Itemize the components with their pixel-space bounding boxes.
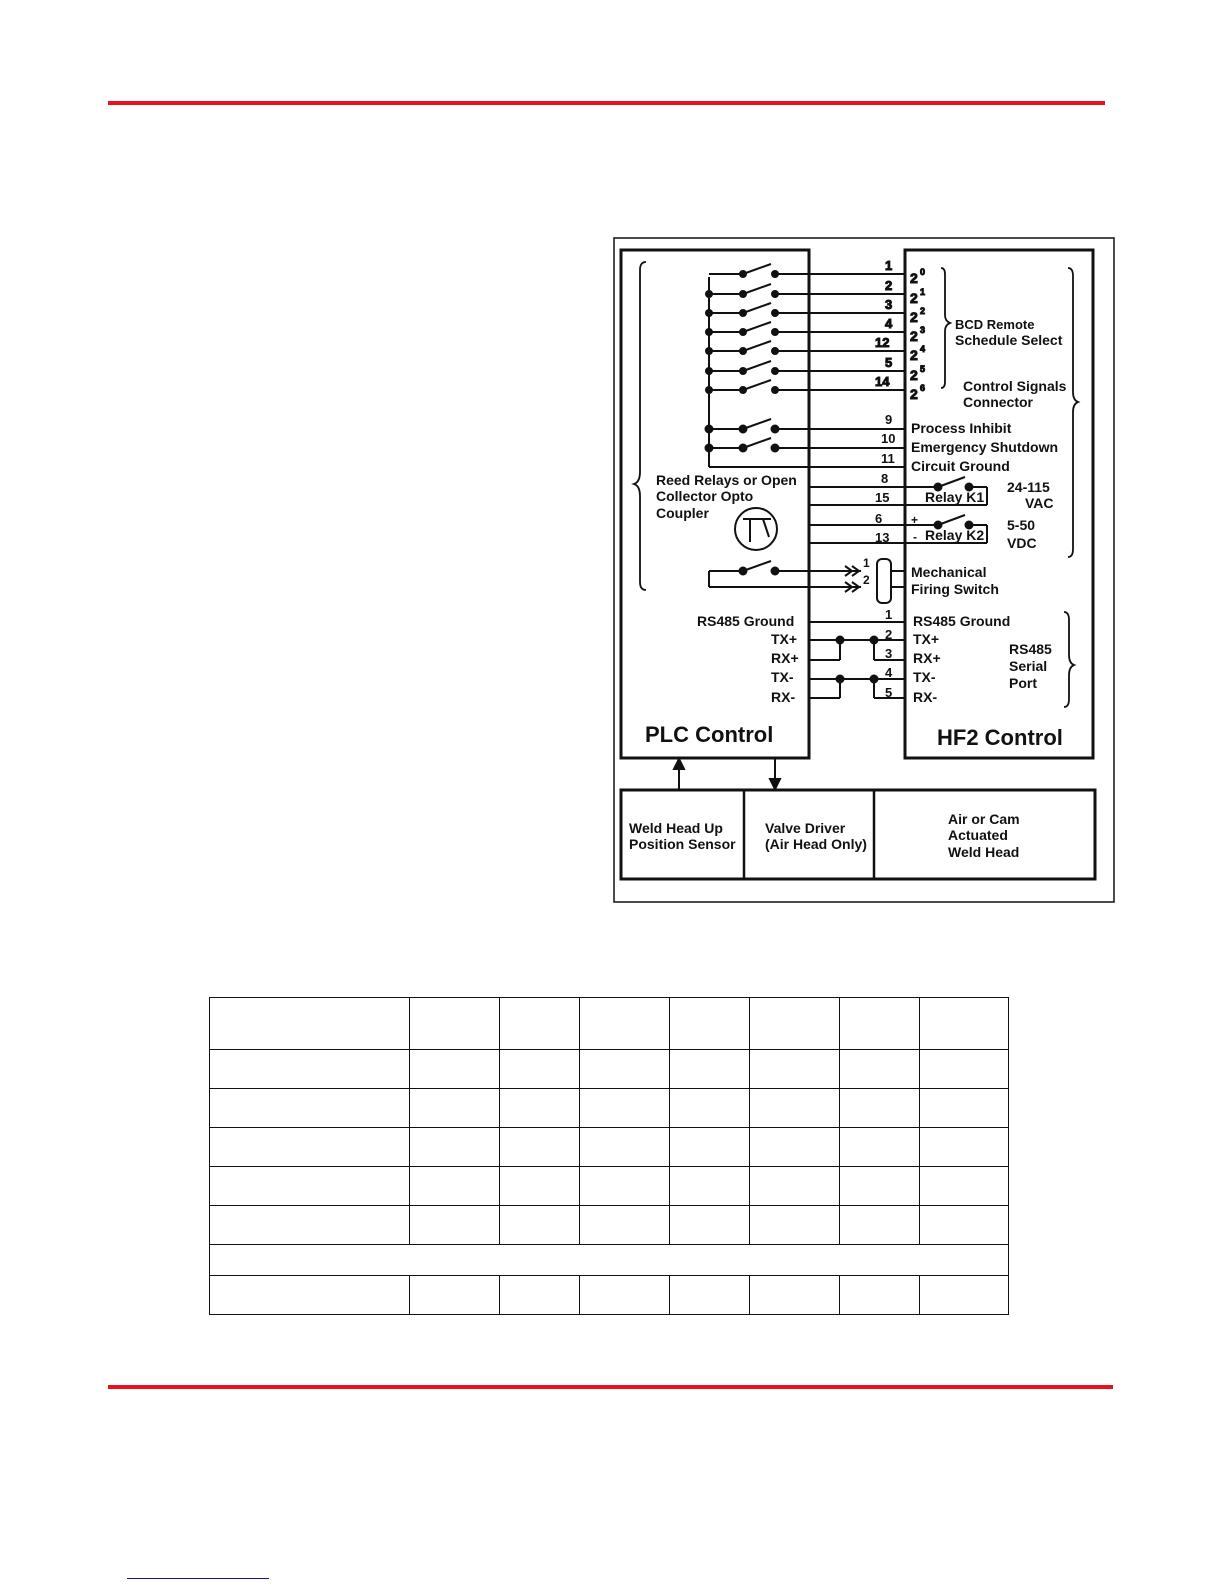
bcd-bit-label: 2 [910, 328, 918, 344]
bcd-pin: 4 [885, 316, 893, 331]
bcd-bit-label: 2 [910, 367, 918, 383]
table-cell [500, 1089, 580, 1128]
relay-k2-label: Relay K2 [925, 527, 985, 543]
table-cell [920, 1128, 1009, 1167]
table-cell [670, 998, 750, 1050]
table-cell [840, 1050, 920, 1089]
valve-label-2: (Air Head Only) [765, 836, 867, 852]
bcd-bit-label: 2 [910, 270, 918, 286]
hf2-rs485-signal: RX- [913, 689, 938, 705]
relay-k1-supply-2: VAC [1025, 495, 1054, 511]
table-cell [920, 1089, 1009, 1128]
table-cell [840, 998, 920, 1050]
bcd-bit-label: 2 [910, 347, 918, 363]
table-cell [920, 1206, 1009, 1245]
table-row [210, 998, 1009, 1050]
pin-emergency-shutdown: 10 [881, 431, 896, 446]
plc-rs485-signal: TX+ [771, 631, 798, 647]
hf2-rs485-signal: RX+ [913, 650, 941, 666]
pin-circuit-ground: 11 [881, 451, 895, 466]
pin-relay-k1-a: 8 [881, 471, 889, 486]
sensor-label-1: Weld Head Up [629, 820, 723, 836]
rs485-port-label-1: RS485 [1009, 641, 1052, 657]
head-label-2: Actuated [948, 827, 1008, 843]
pin-process-inhibit: 9 [885, 412, 893, 427]
table-cell [670, 1167, 750, 1206]
top-red-rule [108, 101, 1105, 105]
table-cell [920, 1276, 1009, 1315]
table-cell [920, 998, 1009, 1050]
table-row [210, 1206, 1009, 1245]
hf2-rs485-signal: TX+ [913, 631, 940, 647]
hf2-rs485-ground: RS485 Ground [913, 613, 1011, 629]
rs485-port-label-3: Port [1009, 675, 1037, 691]
table-cell [410, 1167, 500, 1206]
table-cell [750, 1128, 840, 1167]
firing-pin-a: 1 [863, 556, 870, 570]
pin-relay-k2-b: 13 [875, 530, 890, 545]
table-row [210, 1050, 1009, 1089]
bcd-bit-label: 2 [910, 386, 918, 402]
table-cell [500, 998, 580, 1050]
table-cell [410, 1128, 500, 1167]
relay-k1-label: Relay K1 [925, 489, 985, 505]
rs485-pin: 2 [885, 627, 893, 642]
rs485-pin: 5 [885, 685, 893, 700]
table-cell [750, 998, 840, 1050]
bcd-pin: 14 [875, 374, 890, 389]
relay-k1-supply-1: 24-115 [1007, 479, 1050, 495]
table-cell [410, 1276, 500, 1315]
rs485-ground-pin: 1 [885, 607, 893, 622]
rs485-pin: 3 [885, 646, 893, 661]
table-cell [670, 1089, 750, 1128]
bcd-bit-label: 2 [910, 290, 918, 306]
wiring-diagram [613, 237, 1115, 903]
valve-label-1: Valve Driver [765, 820, 846, 836]
bcd-pin: 12 [875, 335, 890, 350]
bcd-bit-exponent: 3 [920, 325, 926, 335]
rs485-pin: 4 [885, 665, 893, 680]
reed-label-3: Coupler [656, 505, 709, 521]
table-cell [580, 1128, 670, 1167]
table-cell [670, 1276, 750, 1315]
table-cell [670, 1050, 750, 1089]
table-cell [840, 1128, 920, 1167]
table-cell [410, 1050, 500, 1089]
table-cell [840, 1276, 920, 1315]
bottom-red-rule [108, 1385, 1113, 1389]
table-row [210, 1089, 1009, 1128]
table-cell [750, 1167, 840, 1206]
reed-label-2: Collector Opto [656, 488, 754, 504]
bcd-bit-exponent: 2 [920, 306, 926, 316]
table-cell [210, 1128, 410, 1167]
firing-pin-b: 2 [863, 573, 870, 587]
footer-link-underline[interactable] [127, 1578, 269, 1579]
bcd-pin: 5 [885, 355, 893, 370]
sensor-label-2: Position Sensor [629, 836, 736, 852]
table-cell [210, 1167, 410, 1206]
table-cell [410, 1206, 500, 1245]
plc-rs485-signal: RX- [771, 689, 796, 705]
table-cell [840, 1206, 920, 1245]
table-cell [580, 1167, 670, 1206]
table-cell [580, 998, 670, 1050]
table-cell [580, 1089, 670, 1128]
control-signals-label-2: Connector [963, 394, 1033, 410]
head-label-1: Air or Cam [948, 811, 1020, 827]
table-cell [500, 1167, 580, 1206]
plc-control-title: PLC Control [645, 722, 774, 747]
table-row [210, 1276, 1009, 1315]
table-cell-merged [210, 1245, 1009, 1276]
table-cell [210, 1050, 410, 1089]
table-cell [750, 1050, 840, 1089]
bcd-bit-exponent: 4 [920, 344, 926, 354]
plc-rs485-signal: TX- [771, 669, 794, 685]
emergency-shutdown-label: Emergency Shutdown [911, 439, 1059, 455]
bcd-pin: 1 [885, 258, 893, 273]
table-row [210, 1167, 1009, 1206]
table-cell [500, 1050, 580, 1089]
relay-k2-supply-1: 5-50 [1007, 517, 1036, 533]
table-cell [210, 998, 410, 1050]
bcd-pin: 2 [885, 278, 893, 293]
pin-relay-k2-a: 6 [875, 511, 883, 526]
table-cell [670, 1128, 750, 1167]
table-cell [210, 1089, 410, 1128]
plc-rs485-ground: RS485 Ground [697, 613, 795, 629]
table-cell [920, 1050, 1009, 1089]
bcd-label-2: Schedule Select [955, 332, 1063, 348]
table-cell [580, 1050, 670, 1089]
table-cell [670, 1206, 750, 1245]
table-cell [580, 1206, 670, 1245]
table-cell [840, 1089, 920, 1128]
plc-rs485-signal: RX+ [771, 650, 799, 666]
firing-label-1: Mechanical [911, 564, 987, 580]
table-row [210, 1128, 1009, 1167]
bcd-bit-exponent: 5 [920, 364, 926, 374]
table-cell [750, 1206, 840, 1245]
head-label-3: Weld Head [948, 844, 1020, 860]
table-row [210, 1245, 1009, 1276]
pin-relay-k1-b: 15 [875, 490, 890, 505]
blank-table [209, 997, 1009, 1315]
table-cell [500, 1276, 580, 1315]
bcd-label-1: BCD Remote [955, 317, 1035, 332]
bcd-bit-exponent: 0 [920, 267, 926, 277]
hf2-control-title: HF2 Control [937, 725, 1063, 750]
table-cell [580, 1276, 670, 1315]
control-signals-label-1: Control Signals [963, 378, 1067, 394]
table-cell [410, 998, 500, 1050]
table-cell [840, 1167, 920, 1206]
firing-label-2: Firing Switch [911, 581, 999, 597]
table-cell [500, 1206, 580, 1245]
table-cell [920, 1167, 1009, 1206]
bcd-bit-label: 2 [910, 309, 918, 325]
table-cell [750, 1276, 840, 1315]
bcd-bit-exponent: 6 [920, 383, 926, 393]
hf2-rs485-signal: TX- [913, 669, 936, 685]
relay-k2-minus: - [913, 530, 917, 544]
relay-k2-supply-2: VDC [1007, 535, 1037, 551]
table-cell [210, 1276, 410, 1315]
circuit-ground-label: Circuit Ground [911, 458, 1010, 474]
table-cell [410, 1089, 500, 1128]
bcd-bit-exponent: 1 [920, 287, 926, 297]
rs485-port-label-2: Serial [1009, 658, 1048, 674]
process-inhibit-label: Process Inhibit [911, 420, 1012, 436]
table-cell [500, 1128, 580, 1167]
reed-label-1: Reed Relays or Open [656, 472, 797, 488]
table-cell [210, 1206, 410, 1245]
relay-k2-plus: + [911, 513, 919, 527]
table-cell [750, 1089, 840, 1128]
bcd-pin: 3 [885, 297, 893, 312]
